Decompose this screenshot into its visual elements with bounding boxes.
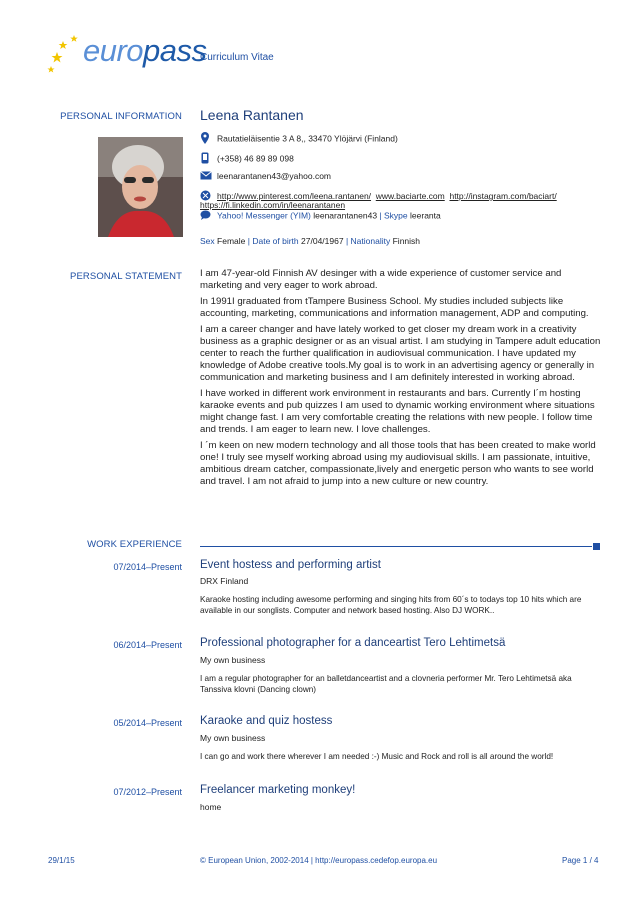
job-dates: 06/2014–Present [113, 640, 182, 650]
statement-paragraph: I am a career changer and have lately worked to get closer my dream work in a creativity business as a graphic designer or as an visual artist. I am studying in Tampere adult education center to reach the further qualification in audiovisual communication. I have updated my knowledge of Adobe creative tools.My goal is to work in an advertising agency or generally in communication and marketing business and I am definitely interested in working abroad. [200, 324, 601, 383]
sex-label: Sex [200, 236, 215, 246]
im-label: Yahoo! Messenger (YIM) [217, 210, 311, 221]
job-description: I am a regular photographer for an balletdanceartist and a clovneria performer Mr. Tero Lehtimetsä aka Tanssiva klovni (Dancing clown) [200, 674, 572, 694]
separator: | [379, 210, 382, 221]
profile-photo [98, 137, 183, 237]
separator: | [345, 236, 349, 246]
person-name: Leena Rantanen [200, 107, 304, 123]
job-organization: My own business [200, 655, 266, 665]
job-title: Professional photographer for a danceartist Tero Lehtimetsä [200, 637, 506, 649]
job-dates: 07/2012–Present [113, 787, 182, 797]
im-value: leenarantanen43 [313, 210, 378, 221]
email-text[interactable]: leenarantanen43@yahoo.com [217, 171, 332, 181]
messenger-row [200, 210, 441, 222]
dob-value: 27/04/1967 [301, 236, 344, 246]
logo-wordmark [83, 33, 207, 69]
dob-label: Date of birth [252, 236, 299, 246]
personal-details [200, 236, 420, 246]
statement-paragraph: I ´m keen on new modern technology and all those tools that has been created to make world one! I truly see myself working abroad using my audiovisual skills. I am passionate, intuitive, ambitious dream catcher, compassionate,lively and energetic person who wants to see world and travel. I am not afraid to jump into a new culture or new country. [200, 440, 596, 487]
document-title: Curriculum Vitae [200, 52, 274, 63]
statement-paragraph: I have worked in different work environment in restaurants and bars. Currently I´m hosting karaoke events and pub quizzes I am used to dynamic working environment where situations might change fast. I am very comfortable creating the relations with new people. I follow time and trends. I am eager to learn new. I love challenges. [200, 388, 595, 435]
address-text: Rautatieläisentie 3 A 8,, 33470 Ylöjärvi (Finland) [217, 133, 398, 144]
personal-information-label: PERSONAL INFORMATION [60, 111, 182, 122]
job-organization: My own business [200, 733, 266, 743]
nationality-label: Nationality [350, 236, 391, 246]
baciarte-link[interactable]: www.baciarte.com [375, 190, 445, 201]
section-divider [200, 546, 592, 547]
email-row [200, 171, 331, 182]
separator: | [247, 236, 250, 246]
personal-statement-label: PERSONAL STATEMENT [70, 271, 182, 282]
instagram-link[interactable]: http://instagram.com/baciart/ [449, 190, 557, 201]
section-divider-marker [593, 543, 600, 550]
statement-paragraph: In 1991I graduated from tTampere Business School. My studies included subjects like accounting, marketing, communications and information management, ADP and computing. [200, 296, 589, 319]
logo-pass: pass [143, 33, 207, 68]
pinterest-link[interactable]: http://www.pinterest.com/leena.rantanen/ [217, 190, 372, 201]
logo-euro: euro [83, 33, 144, 68]
nationality-value: Finnish [392, 236, 421, 246]
skype-value: leeranta [410, 210, 441, 221]
skype-label: Skype [384, 210, 408, 221]
job-description: I can go and work there wherever I am needed :-) Music and Rock and roll is all around the world! [200, 752, 554, 761]
footer-date: 29/1/15 [48, 856, 75, 865]
statement-paragraph: I am 47-year-old Finnish AV desinger with a wide experience of customer service and marketing and very eager to work abroad. [200, 268, 562, 291]
linkedin-link[interactable]: https://fi.linkedin.com/in/leenarantanen [200, 200, 346, 210]
phone-text: (+358) 46 89 89 098 [217, 153, 294, 164]
job-dates: 05/2014–Present [113, 718, 182, 728]
chat-icon [200, 210, 214, 222]
email-icon [200, 171, 214, 182]
job-organization: home [200, 802, 222, 812]
job-title: Karaoke and quiz hostess [200, 715, 333, 727]
sex-value: Female [217, 236, 246, 246]
personal-statement [200, 268, 602, 492]
location-icon [200, 132, 214, 146]
footer-page-number: Page 1 / 4 [562, 856, 599, 865]
phone-row [200, 152, 294, 166]
work-experience-label: WORK EXPERIENCE [87, 539, 182, 550]
job-description: Karaoke hosting including awesome performing and singing hits from 60´s to todays top 10 hits which are available in our songlists. Computer and network based hosting. Also DJ WORK.. [200, 595, 582, 615]
job-title: Event hostess and performing artist [200, 559, 381, 571]
job-organization: DRX Finland [200, 576, 249, 586]
address-row [200, 132, 398, 146]
phone-icon [200, 152, 214, 166]
linkedin-row [200, 200, 345, 210]
job-dates: 07/2014–Present [113, 562, 182, 572]
job-title: Freelancer marketing monkey! [200, 784, 356, 796]
footer-copyright: © European Union, 2002-2014 | http://europass.cedefop.europa.eu [200, 856, 438, 865]
